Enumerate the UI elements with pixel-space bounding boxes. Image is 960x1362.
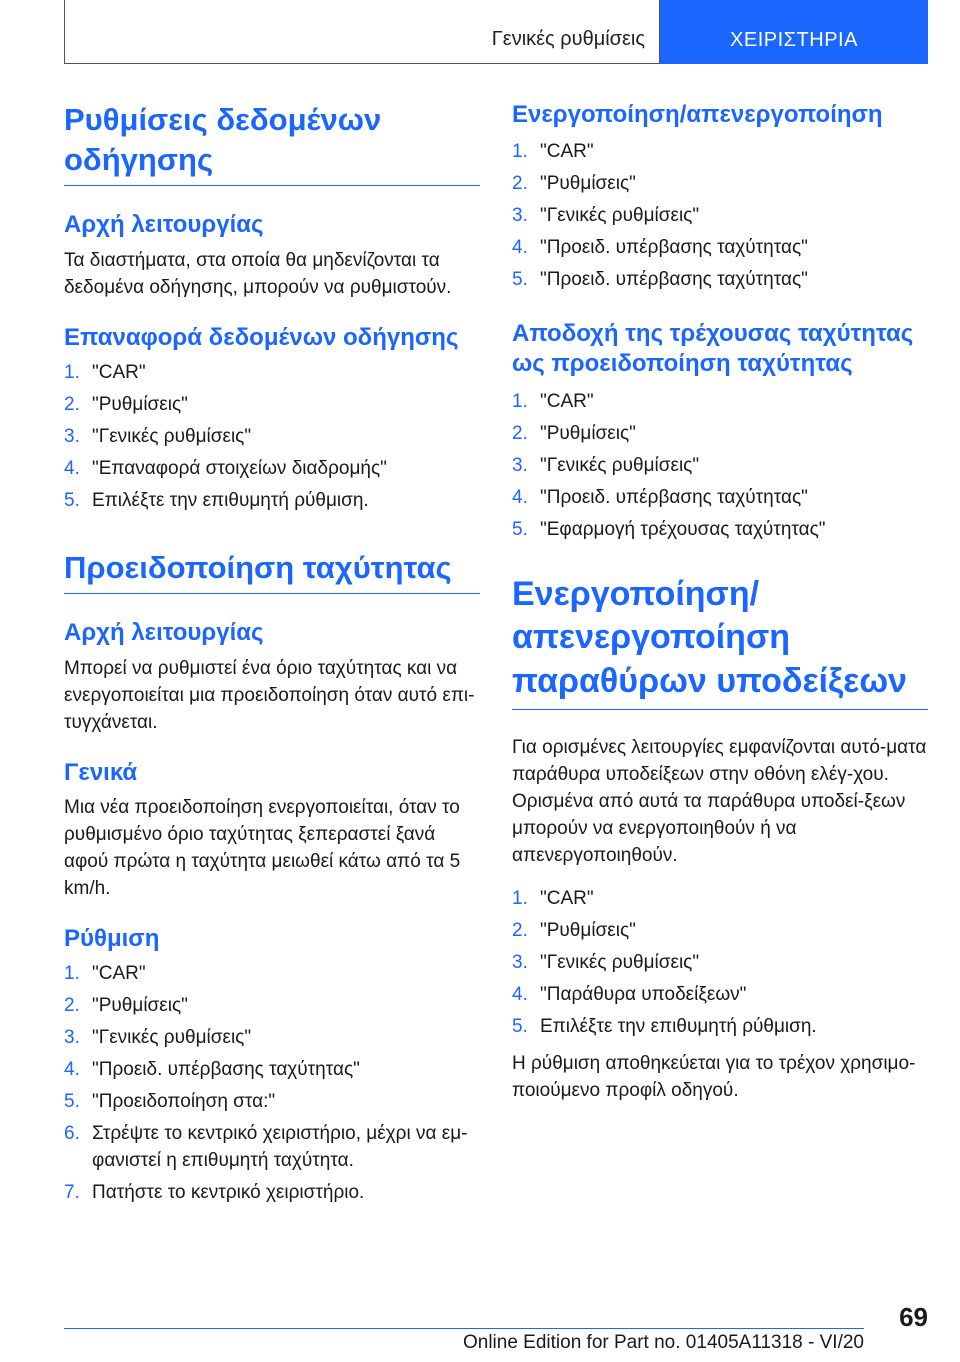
step-text: "CAR" [540,888,594,910]
step-number: 3. [64,1027,80,1049]
step-text: "CAR" [540,390,594,412]
list-item [64,487,480,514]
section-title-driving-data: Ρυθμίσεις δεδομένων οδήγησης [64,100,480,186]
list-item [64,960,480,987]
heading-accept-current-speed: Αποδοχή της τρέχουσας ταχύτητας ως προειδοποίηση ταχύτητας [512,320,914,378]
hint-steps-list [512,885,928,1040]
section-title-speed-warning: Προειδοποίηση ταχύτητας [64,548,480,595]
step-number: 4. [512,237,528,259]
list-item [512,138,928,165]
step-text: Επιλέξτε την επιθυμητή ρύθμιση. [540,1016,817,1038]
step-number: 4. [512,486,528,508]
step-number: 2. [512,422,528,444]
right-column [512,100,928,1126]
list-item [512,1013,928,1040]
step-text: "Προειδ. υπέρβασης ταχύτητας" [540,486,808,508]
step-text: "Γενικές ρυθμίσεις" [540,205,700,227]
step-text: "Προειδ. υπέρβασης ταχύτητας" [540,237,808,259]
step-number: 1. [64,963,80,985]
step-text: "CAR" [540,141,594,163]
heading-principle-1: Αρχή λειτουργίας [64,211,264,239]
step-number: 2. [64,393,80,415]
step-number: 4. [64,457,80,479]
list-item [512,452,928,479]
step-text: "Γενικές ρυθμίσεις" [540,952,700,974]
list-item [64,1088,480,1115]
step-text: Πατήστε το κεντρικό χειριστήριο. [92,1182,365,1204]
step-text: "Γενικές ρυθμίσεις" [540,454,700,476]
list-item [512,885,928,912]
step-text: "Παράθυρα υποδείξεων" [540,984,747,1006]
step-text: "CAR" [92,361,146,383]
step-text: "Γενικές ρυθμίσεις" [92,1027,252,1049]
step-number: 1. [512,888,528,910]
step-number: 5. [64,1091,80,1113]
list-item [512,388,928,415]
step-number: 3. [512,952,528,974]
step-text: "Ρυθμίσεις" [92,995,188,1017]
step-text: "Ρυθμίσεις" [540,422,636,444]
list-item [512,484,928,511]
step-number: 4. [512,984,528,1006]
step-text: "CAR" [92,963,146,985]
step-text: "Επαναφορά στοιχείων διαδρομής" [92,457,387,479]
reset-steps-list [64,359,480,514]
heading-principle-2: Αρχή λειτουργίας [64,619,264,647]
list-item [512,981,928,1008]
step-text: "Ρυθμίσεις" [540,920,636,942]
general-text: Μια νέα προειδοποίηση ενεργοποιείται, όταν το ρυθμισμένο όριο ταχύτητας ξεπεραστεί ξανά αφού πρώτα η ταχύτητα μειωθεί κάτω από τα 5 km/h. [64,796,461,899]
page-number: 69 [899,1302,928,1332]
hint-windows-note: Η ρύθμιση αποθηκεύεται για το τρέχον χρησιμο-ποιούμενο προφίλ οδηγού. [512,1053,916,1102]
step-number: 3. [64,425,80,447]
principle-text-2: Μπορεί να ρυθμιστεί ένα όριο ταχύτητας και να ενεργοποιείται μια προειδοποίηση όταν αυτό επι-τυγχάνεται. [64,657,475,733]
step-number: 1. [512,141,528,163]
heading-activate-deactivate: Ενεργοποίηση/απενεργοποίηση [512,101,883,128]
header-chapter-tab: ΧΕΙΡΙΣΤΗΡΙΑ [660,0,928,64]
step-text: Στρέψτε το κεντρικό χειριστήριο, μέχρι να εμ-φανιστεί η επιθυμητή ταχύτητα. [92,1123,468,1172]
list-item [64,1024,480,1051]
heading-setting: Ρύθμιση [64,924,160,952]
footer-edition: Online Edition for Part no. 01405A11318 - VI/20 [64,1328,864,1354]
section-title-hint-windows: Ενεργοποίηση/ απενεργοποίηση παραθύρων υποδείξεων [512,573,928,711]
step-text: "Ρυθμίσεις" [92,393,188,415]
step-number: 3. [512,205,528,227]
list-item [64,391,480,418]
step-number: 2. [512,173,528,195]
step-number: 6. [64,1123,80,1145]
step-number: 1. [512,390,528,412]
step-number: 5. [512,269,528,291]
step-text: "Προειδ. υπέρβασης ταχύτητας" [92,1059,360,1081]
list-item [512,202,928,229]
step-number: 5. [512,1016,528,1038]
step-text: "Ρυθμίσεις" [540,173,636,195]
step-number: 2. [64,995,80,1017]
step-number: 3. [512,454,528,476]
list-item [512,420,928,447]
hint-windows-intro: Για ορισμένες λειτουργίες εμφανίζονται αυτό-ματα παράθυρα υποδείξεων στην οθόνη ελέγ-χου. Ορισμένα από αυτά τα παράθυρα υποδεί-ξεων μπορούν να ενεργοποιηθούν ή να απενεργοποιηθούν. [512,737,927,867]
step-number: 5. [64,489,80,511]
list-item [512,234,928,261]
list-item [64,1120,480,1174]
step-text: "Προειδοποίηση στα:" [92,1091,276,1113]
step-number: 4. [64,1059,80,1081]
step-number: 1. [64,361,80,383]
list-item [64,359,480,386]
left-column [64,100,480,1232]
activate-steps-list [512,138,928,293]
list-item [512,266,928,293]
list-item [64,992,480,1019]
setting-steps-list [64,960,480,1206]
list-item [64,1179,480,1206]
list-item [512,917,928,944]
principle-text-1: Τα διαστήματα, στα οποία θα μηδενίζονται τα δεδομένα οδήγησης, μπορούν να ρυθμιστούν. [64,249,452,298]
step-text: Επιλέξτε την επιθυμητή ρύθμιση. [92,489,369,511]
step-number: 2. [512,920,528,942]
step-number: 7. [64,1182,80,1204]
step-text: "Προειδ. υπέρβασης ταχύτητας" [540,269,808,291]
list-item [64,455,480,482]
list-item [512,949,928,976]
step-number: 5. [512,518,528,540]
list-item [512,516,928,543]
list-item [64,1056,480,1083]
accept-steps-list [512,388,928,543]
list-item [64,423,480,450]
heading-reset-driving-data: Επαναφορά δεδομένων οδήγησης [64,323,459,351]
list-item [512,170,928,197]
step-text: "Εφαρμογή τρέχουσας ταχύτητας" [540,518,826,540]
heading-general: Γενικά [64,758,138,786]
header-section-title: Γενικές ρυθμίσεις [64,0,660,64]
step-text: "Γενικές ρυθμίσεις" [92,425,252,447]
page-header [64,0,928,64]
